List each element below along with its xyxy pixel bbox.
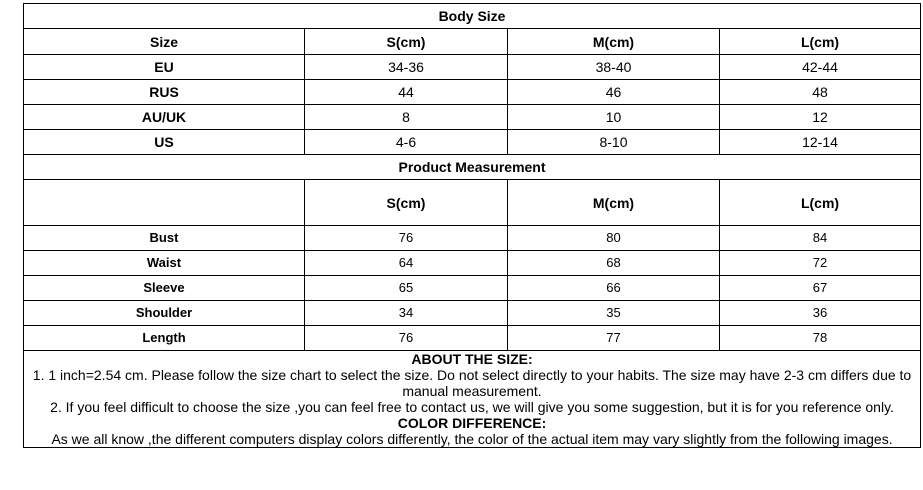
cell-l: 12 — [720, 105, 921, 130]
cell-l: 72 — [720, 251, 921, 276]
cell-m: 77 — [508, 326, 720, 351]
table-row — [24, 80, 921, 105]
cell-l: 12-14 — [720, 130, 921, 155]
cell-m: 35 — [508, 301, 720, 326]
cell-s: 4-6 — [305, 130, 508, 155]
row-label: Shoulder — [24, 301, 305, 326]
cell-s: 65 — [305, 276, 508, 301]
cell-m: 8-10 — [508, 130, 720, 155]
header-empty — [24, 180, 305, 226]
cell-l: 42-44 — [720, 55, 921, 80]
cell-l: 78 — [720, 326, 921, 351]
header-l: L(cm) — [720, 29, 921, 55]
table-row — [24, 251, 921, 276]
notes-cell — [24, 351, 921, 448]
row-label: US — [24, 130, 305, 155]
row-label: Waist — [24, 251, 305, 276]
row-label: Length — [24, 326, 305, 351]
cell-s: 34-36 — [305, 55, 508, 80]
cell-s: 8 — [305, 105, 508, 130]
cell-s: 76 — [305, 226, 508, 251]
table-row — [24, 226, 921, 251]
cell-l: 84 — [720, 226, 921, 251]
cell-m: 80 — [508, 226, 720, 251]
header-s: S(cm) — [305, 180, 508, 226]
note-2: 2. If you feel difficult to choose the size ,you can feel free to contact us, we will give you some suggestion, but it is for you reference only. — [50, 399, 894, 415]
header-m: M(cm) — [508, 29, 720, 55]
body-size-title: Body Size — [24, 4, 921, 29]
product-measurement-header-row — [24, 180, 921, 226]
cell-l: 36 — [720, 301, 921, 326]
table-row — [24, 105, 921, 130]
header-m: M(cm) — [508, 180, 720, 226]
table-row — [24, 326, 921, 351]
table-row — [24, 55, 921, 80]
cell-l: 67 — [720, 276, 921, 301]
table-row — [24, 276, 921, 301]
cell-l: 48 — [720, 80, 921, 105]
body-size-header-row — [24, 29, 921, 55]
notes-row — [24, 351, 921, 448]
cell-m: 46 — [508, 80, 720, 105]
table-row — [24, 301, 921, 326]
cell-m: 66 — [508, 276, 720, 301]
cell-m: 68 — [508, 251, 720, 276]
cell-m: 10 — [508, 105, 720, 130]
body-size-title-row — [24, 4, 921, 29]
row-label: EU — [24, 55, 305, 80]
about-size-title: ABOUT THE SIZE: — [411, 351, 533, 367]
cell-s: 44 — [305, 80, 508, 105]
color-difference-note: As we all know ,the different computers display colors differently, the color of the actual item may vary slightly from the following images. — [51, 431, 893, 447]
cell-m: 38-40 — [508, 55, 720, 80]
header-l: L(cm) — [720, 180, 921, 226]
row-label: RUS — [24, 80, 305, 105]
header-size: Size — [24, 29, 305, 55]
row-label: Sleeve — [24, 276, 305, 301]
cell-s: 34 — [305, 301, 508, 326]
row-label: Bust — [24, 226, 305, 251]
cell-s: 76 — [305, 326, 508, 351]
row-label: AU/UK — [24, 105, 305, 130]
table-row — [24, 130, 921, 155]
product-measurement-title-row — [24, 155, 921, 180]
header-s: S(cm) — [305, 29, 508, 55]
color-difference-title: COLOR DIFFERENCE: — [397, 415, 547, 431]
size-chart-table — [23, 3, 921, 448]
cell-s: 64 — [305, 251, 508, 276]
note-1: 1. 1 inch=2.54 cm. Please follow the size chart to select the size. Do not select directly to your habits. The size may have 2-3 cm differs due to manual measurement. — [32, 367, 912, 399]
product-measurement-title: Product Measurement — [24, 155, 921, 180]
